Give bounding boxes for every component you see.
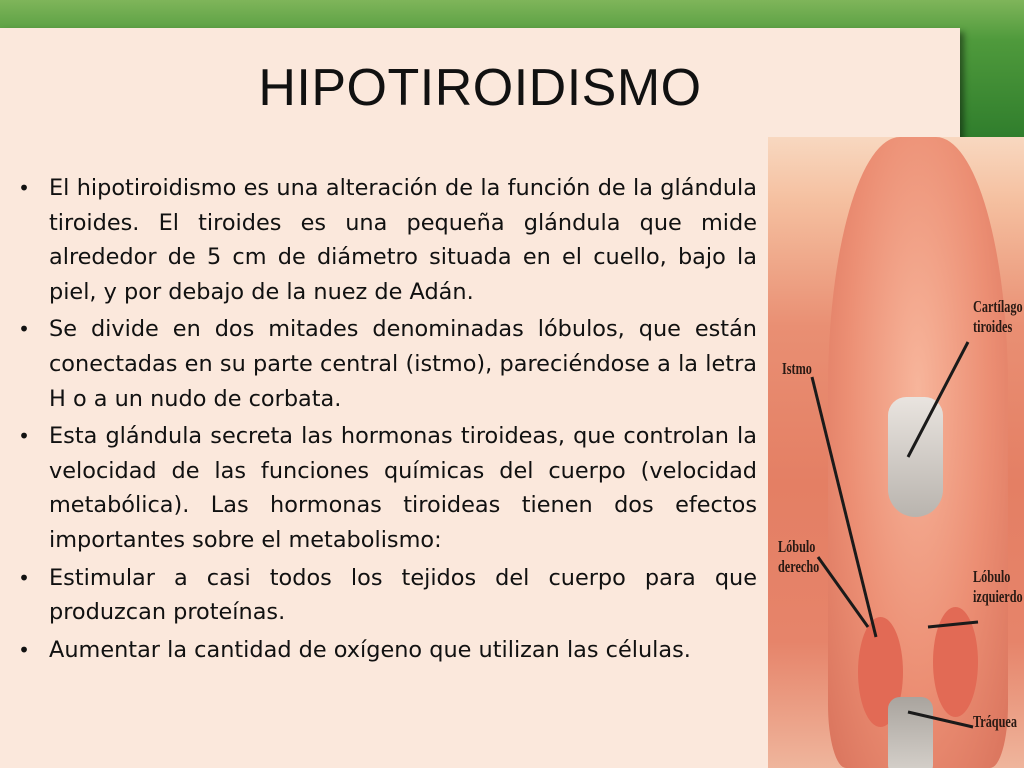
list-item [14,633,757,668]
list-item [14,171,757,309]
bullet-icon: • [18,565,30,590]
label-istmo: Istmo [782,359,812,378]
bullet-text: Estimular a casi todos los tejidos del cuerpo para que produzcan proteínas. [49,564,757,626]
cartilago-arrow [908,342,968,457]
bullet-text: Aumentar la cantidad de oxígeno que utilizan las células. [49,636,691,663]
list-item [14,419,757,557]
label-arrows [768,137,1024,768]
bullet-text: El hipotiroidismo es una alteración de la función de la glándula tiroides. El tiroides es una pequeña glándula que mide alrededor de 5 cm de diámetro situada en el cuello, bajo la piel, y por debajo de la nuez de Adán. [49,175,757,305]
istmo-arrow [812,377,876,637]
traquea-arrow [908,712,973,727]
bullet-text: Se divide en dos mitades denominadas lóbulos, que están conectadas en su parte central (istmo), pareciéndose a la letra H o a un nudo de corbata. [49,316,757,412]
bullet-list [14,171,757,670]
thyroid-anatomy-image [768,137,1024,768]
lobulo-izquierdo-arrow [928,622,978,627]
label-traquea: Tráquea [973,712,1017,731]
bullet-icon: • [18,424,30,449]
slide-title: HIPOTIROIDISMO [258,59,702,117]
list-item [14,312,757,416]
label-cartilago-tiroides: Cartílago tiroides [973,297,1023,336]
bullet-icon: • [18,317,30,342]
bullet-icon: • [18,176,30,200]
list-item [14,561,757,630]
label-lobulo-derecho: Lóbulo derecho [778,537,820,576]
bullet-text: Esta glándula secreta las hormonas tiroideas, que controlan la velocidad de las funciones químicas del cuerpo (velocidad metabólica). Las hormonas tiroideas tienen dos efectos importantes sobre el metabolismo: [49,423,757,553]
lobulo-derecho-arrow [818,557,868,627]
label-lobulo-izquierdo: Lóbulo izquierdo [973,567,1023,606]
bullet-icon: • [18,637,30,662]
